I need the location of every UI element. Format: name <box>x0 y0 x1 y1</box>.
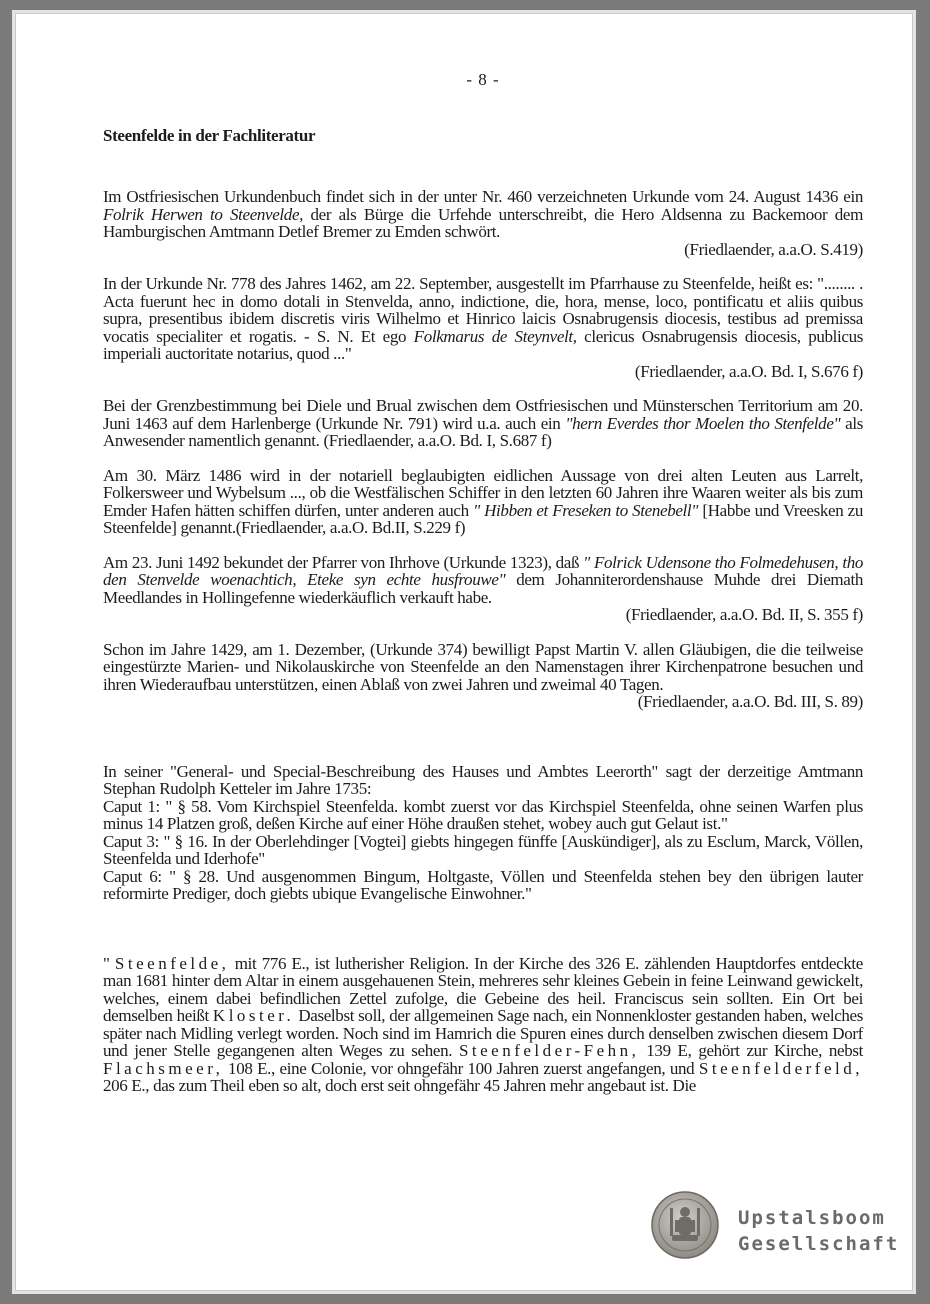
paragraph-8 <box>103 955 863 1095</box>
p8-text-5: 108 E., eine Colonie, vor ohngefähr 100 Jahren zuerst angefangen, und <box>223 1058 699 1078</box>
brand-wordmark <box>738 1205 899 1257</box>
section-heading: Steenfelde in der Fachliteratur <box>103 125 316 145</box>
p2-text-a: In der Urkunde Nr. 778 des Jahres 1462, am 22. September, ausgestellt im Pfarrhause zu Steenfelde, heißt es: "........ . Acta fuerunt hec in domo dotali in Stenvelda, anno, indictione, die, hora, mense, loco, pontificatu et aliis quibus supra, presentibus ibidem discretis viris Wilhelmo et Hinrico laicis Osnabrugensis diocesis, testibus ad premissa vocatis specialiter et rogatis. - S. N. Et ego <box>103 274 863 346</box>
brand-line-2: Gesellschaft <box>738 1233 900 1255</box>
p7-intro: In seiner "General- und Special-Beschreibung des Hauses und Ambtes Leerorth" sagt der derzeitige Amtmann Stephan Rudolph Ketteler im Jahre 1735: <box>103 761 863 798</box>
p8-spaced-steenfelder-fehn: Steenfelder-Fehn, <box>458 1041 640 1060</box>
paragraph-5 <box>103 554 863 624</box>
p8-text-6: 206 E., das zum Theil eben so alt, doch erst seit ohngefähr 45 Jahren mehr angebaut ist. Die <box>103 1076 697 1095</box>
p8-text-4: 139 E, gehört zur Kirche, nebst <box>639 1041 863 1060</box>
paragraph-7 <box>103 763 863 903</box>
paragraph-6 <box>103 641 863 711</box>
p8-text-3: Daselbst soll, der allgemeinen Sage nach, ein Nonnenkloster gestanden haben, welches später nach Midling verlegt worden. Noch sind im Hamrich die Spuren eines durch denselben zwischen diesem Dorf und jener Stelle gegangenen alten Weges zu sehen. <box>103 1006 864 1060</box>
p7-caput-3: Caput 3: " § 16. In der Oberlehdinger [Vogtei] giebts hingegen fünffe [Auskündiger], als zu Esclum, Marck, Völlen, Steenfelda und Iderhofe" <box>103 831 863 868</box>
p6-text: Schon im Jahre 1429, am 1. Dezember, (Urkunde 374) bewilligt Papst Martin V. allen Gläubigen, die die teilweise eingestürzte Marien- und Nikolauskirche von Steenfelde an den Namenstagen ihrer Kirchenpatrone besuchen und ihren Wiederaufbau unterstützen, einen Ablaß von zwei Jahren und zweimal 40 Tagen. <box>103 639 863 694</box>
p1-text-b: der als Bürge die Urfehde unterschreibt, die Hero Aldsenna zu Backemoor dem Hamburgischen Amtmann Detlef Bremer zu Emden schwört. <box>103 204 863 241</box>
paragraph-1 <box>103 188 863 258</box>
brand-line-1: Upstalsboom <box>738 1207 886 1229</box>
p1-italic: Folrik Herwen to Steenvelde, <box>103 204 304 224</box>
p3-text-b: als Anwesender namentlich genannt. (Friedlaender, a.a.O. Bd. I, S.687 f) <box>103 413 864 450</box>
p4-text-b: [Habbe und Vreesken zu Steenfelde] genannt.(Friedlaender, a.a.O. Bd.II, S.229 f) <box>103 500 864 537</box>
p4-italic: " Hibben et Freseken to Stenebell" <box>473 500 699 520</box>
p8-spaced-steenfelderfeld: Steenfelderfeld, <box>698 1058 863 1078</box>
p6-citation: (Friedlaender, a.a.O. Bd. III, S. 89) <box>637 692 863 711</box>
p4-text-a: Am 30. März 1486 wird in der notariell beglaubigten eidlichen Aussage von drei alten Leuten aus Larrelt, Folkersweer und Wybelsum ..., ob die Westfälischen Schiffer in den letzten 60 Jahren ihre Waaren weiter als bis zum Emder Hafen hätten schiffen dürfen, unter anderen auch <box>103 465 863 520</box>
p8-text-1: " <box>103 953 115 973</box>
page-content <box>103 71 863 1112</box>
p2-citation: (Friedlaender, a.a.O. Bd. I, S.676 f) <box>634 361 863 381</box>
p2-text-b: clericus Osnabrugensis diocesis, publicus imperiali auctoritate notarius, quod ..." <box>103 326 864 363</box>
p1-citation: (Friedlaender, a.a.O. S.419) <box>684 239 863 259</box>
p2-italic: Folkmarus de Steynvelt, <box>413 326 577 346</box>
p1-text-a: Im Ostfriesischen Urkundenbuch findet sich in der unter Nr. 460 verzeichneten Urkunde vom 24. August 1436 ein <box>103 187 863 206</box>
paragraph-3 <box>103 397 863 450</box>
p5-text-b: dem Johanniterordenshause Muhde drei Diemath Meedlandes in Hollingefenne wiederkäuflich verkauft habe. <box>103 570 863 607</box>
p8-spaced-kloster: Kloster. <box>212 1006 295 1025</box>
p5-text-a: Am 23. Juni 1492 bekundet der Pfarrer von Ihrhove (Urkunde 1323), daß <box>103 552 584 572</box>
p7-caput-1: Caput 1: " § 58. Vom Kirchspiel Steenfelda. kombt zuerst vor das Kirchspiel Steenfelda, ohne seinen Warfen plus minus 14 Platzen groß, deßen Kirche auf einer Höhe draußen stehet, wobey auch gut Gelaut ist." <box>103 796 863 833</box>
upstalsboom-seal-icon <box>650 1190 720 1260</box>
paragraph-2 <box>103 275 863 380</box>
p8-spaced-flachsmeer: Flachsmeer, <box>103 1058 224 1078</box>
p8-spaced-steenfelde: Steenfelde, <box>114 953 230 973</box>
p8-text-2: mit 776 E., ist lutherisher Religion. In der Kirche des 326 E. zählenden Hauptdorfes entdeckte man 1681 hinter dem Altar in einem ausgehauenen Stein, mehreres sehr kleines Gebein in feine Leinwand gewickelt, welches, einem dabei befindlichen Zettel zufolge, die Gebeine des heil. Franciscus sein sollten. Ein Ort bei demselben heißt <box>103 953 863 1025</box>
p3-italic: "hern Everdes thor Moelen tho Stenfelde" <box>565 413 841 433</box>
paragraph-4 <box>103 467 863 537</box>
page-number: - 8 - <box>466 70 500 89</box>
p5-citation: (Friedlaender, a.a.O. Bd. II, S. 355 f) <box>625 605 863 624</box>
p7-caput-6: Caput 6: " § 28. Und ausgenommen Bingum, Holtgaste, Völlen und Steenfelda stehen bey den übrigen lauter reformirte Prediger, doch giebts ubique Evangelische Einwohner." <box>103 866 863 903</box>
p3-text-a: Bei der Grenzbestimmung bei Diele und Brual zwischen dem Ostfriesischen und Münsterschen Territorium am 20. Juni 1463 auf dem Harlenberge (Urkunde Nr. 791) wird u.a. auch ein <box>103 396 863 433</box>
document-page <box>12 10 916 1294</box>
p5-italic: " Folrick Udensone tho Folmedehusen, tho den Stenvelde woenachtich, Eteke syn echte husfrouwe" <box>103 552 863 589</box>
